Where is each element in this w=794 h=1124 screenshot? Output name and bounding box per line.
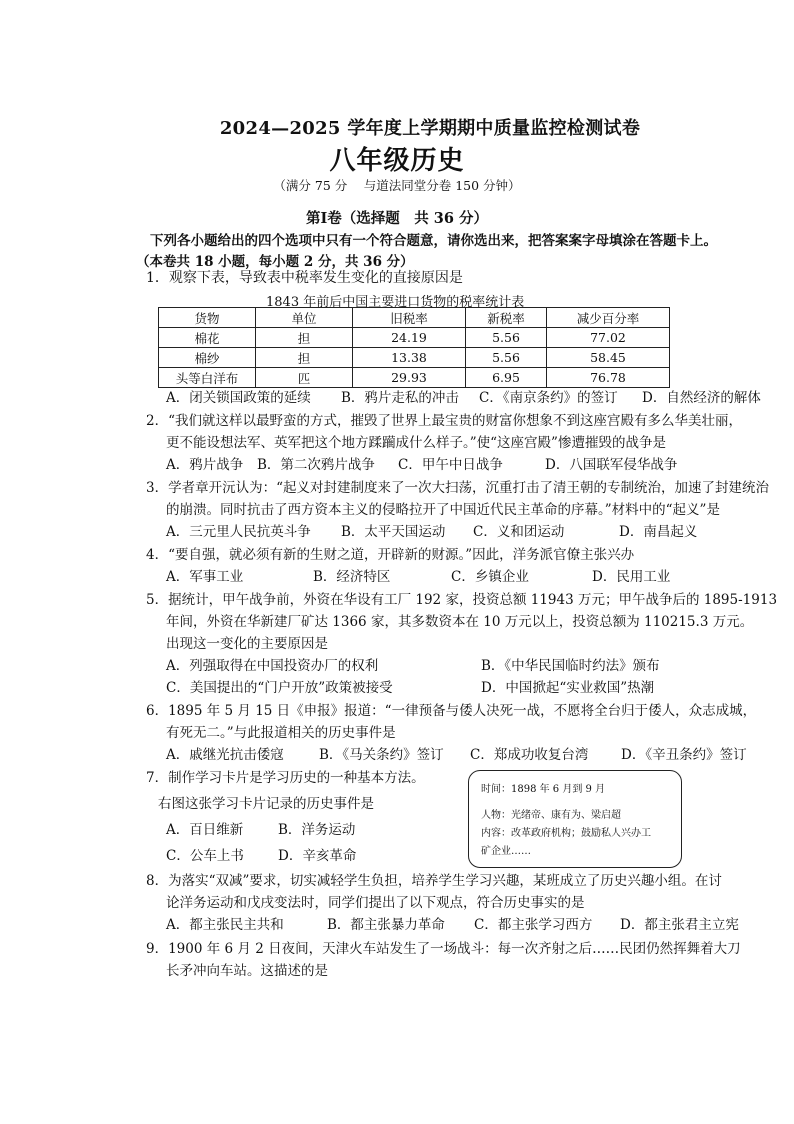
q2-option-c: C．甲午中日战争 xyxy=(398,457,503,473)
q3-option-a: A．三元里人民抗英斗争 xyxy=(166,524,311,540)
q2-option-a: A．鸦片战争 xyxy=(166,457,244,473)
q7-option-a: A．百日维新 xyxy=(166,822,244,838)
q1-option-d: D．自然经济的解体 xyxy=(642,390,761,406)
q2-stem-line1: 2．“我们就这样以最野蛮的方式，摧毁了世界上最宝贵的财富你想象不到这座宫殿有多么华美壮丽， xyxy=(146,413,742,429)
table-cell: 棉纱 xyxy=(159,348,256,368)
table-row xyxy=(159,368,670,388)
table-header-cell: 新税率 xyxy=(466,308,547,328)
q1-option-b: B．鸦片走私的冲击 xyxy=(341,390,459,406)
section-note: （本卷共 18 小题，每小题 2 分，共 36 分） xyxy=(136,254,414,270)
q2-option-b: B．第二次鸦片战争 xyxy=(257,457,375,473)
q2-stem-line2: 更不能设想法军、英军把这个地方蹂躏成什么样子。”使“这座宫殿”惨遭摧毁的战争是 xyxy=(166,435,666,451)
section-instruction: 下列各小题给出的四个选项中只有一个符合题意，请你选出来，把答案案字母填涂在答题卡上。 xyxy=(150,233,717,249)
section-title: 第Ⅰ卷（选择题 共 36 分） xyxy=(305,210,489,227)
q5-stem-line2: 年间，外资在华新建厂矿达 1366 家，其多数资本在 10 万元以上，投资总额为 110215.3 万元。 xyxy=(166,614,754,630)
table-row xyxy=(159,328,670,348)
table-cell: 担 xyxy=(256,328,353,348)
table-cell: 76.78 xyxy=(547,368,670,388)
card-time: 时间：1898 年 6 月到 9 月 xyxy=(481,784,606,795)
q8-option-b: B．都主张暴力革命 xyxy=(327,917,445,933)
table-cell: 匹 xyxy=(256,368,353,388)
q2-option-d: D．八国联军侵华战争 xyxy=(545,457,678,473)
q8-option-c: C．都主张学习西方 xyxy=(474,917,593,933)
q8-stem-line2: 论洋务运动和戊戌变法时，同学们提出了以下观点，符合历史事实的是 xyxy=(166,895,585,911)
q6-option-b: B．《马关条约》签订 xyxy=(319,747,444,763)
q5-option-c: C．美国提出的“门户开放”政策被接受 xyxy=(166,680,393,696)
table-header-cell: 减少百分率 xyxy=(547,308,670,328)
exam-title: 2024—2025 学年度上学期期中质量监控检测试卷 xyxy=(219,118,641,139)
q5-option-a: A．列强取得在中国投资办厂的权利 xyxy=(166,658,379,674)
q7-stem-line2: 右图这张学习卡片记录的历史事件是 xyxy=(158,796,374,812)
table-cell: 58.45 xyxy=(547,348,670,368)
q4-option-a: A．军事工业 xyxy=(166,569,244,585)
q9-stem-line2: 长矛冲向车站。这描述的是 xyxy=(166,963,328,979)
q5-option-d: D．中国掀起“实业救国”热潮 xyxy=(481,680,655,696)
table-header-cell: 旧税率 xyxy=(353,308,466,328)
table-row xyxy=(159,348,670,368)
q3-stem-line1: 3．学者章开沅认为：“起义对封建制度来了一次大扫荡，沉重打击了清王朝的专制统治，加速了封建统治 xyxy=(146,480,769,496)
q3-option-b: B．太平天国运动 xyxy=(341,524,446,540)
q8-option-d: D．都主张君主立宪 xyxy=(620,917,739,933)
q6-stem-line2: 有死无二。”与此报道相关的历史事件是 xyxy=(166,725,396,741)
table-cell: 6.95 xyxy=(466,368,547,388)
q4-option-b: B．经济特区 xyxy=(313,569,391,585)
q4-option-c: C．乡镇企业 xyxy=(451,569,529,585)
q3-option-c: C．义和团运动 xyxy=(473,524,565,540)
q6-option-c: C．郑成功收复台湾 xyxy=(470,747,589,763)
q1-table-caption: 1843 年前后中国主要进口货物的税率统计表 xyxy=(266,295,525,310)
q9-stem-line1: 9．1900 年 6 月 2 日夜间，天津火车站发生了一场战斗：每一次齐射之后……民团仍然挥舞着大刀 xyxy=(146,941,741,957)
q1-option-a: A．闭关锁国政策的延续 xyxy=(166,390,311,406)
q8-stem-line1: 8．为落实“双减”要求，切实减轻学生负担，培养学生学习兴趣，某班成立了历史兴趣小组。在讨 xyxy=(146,873,722,889)
q7-option-c: C．公车上书 xyxy=(166,848,244,864)
q6-option-d: D．《辛丑条约》签订 xyxy=(621,747,747,763)
table-cell: 77.02 xyxy=(547,328,670,348)
q5-option-b: B．《中华民国临时约法》颁布 xyxy=(481,658,660,674)
table-cell: 24.19 xyxy=(353,328,466,348)
q1-stem: 1．观察下表，导致表中税率发生变化的直接原因是 xyxy=(146,270,463,286)
subject-title: 八年级历史 xyxy=(329,146,465,176)
table-cell: 5.56 xyxy=(466,328,547,348)
q5-stem-line1: 5．据统计，甲午战争前，外资在华设有工厂 192 家，投资总额 11943 万元；甲午战争后的 1895-1913 xyxy=(146,592,778,608)
q7-stem-line1: 7．制作学习卡片是学习历史的一种基本方法。 xyxy=(146,770,425,786)
card-content-line2: 矿企业…… xyxy=(481,846,531,857)
q5-stem-line3: 出现这一变化的主要原因是 xyxy=(166,636,328,652)
table-cell: 5.56 xyxy=(466,348,547,368)
tax-rate-table xyxy=(158,307,670,388)
q1-option-c: C．《南京条约》的签订 xyxy=(479,390,618,406)
exam-info: （满分 75 分 与道法同堂分卷 150 分钟） xyxy=(273,178,521,193)
study-card xyxy=(468,770,682,868)
q4-stem: 4．“要自强，就必须有新的生财之道，开辟新的财源。”因此，洋务派官僚主张兴办 xyxy=(146,547,635,563)
table-cell: 13.38 xyxy=(353,348,466,368)
q7-option-d: D．辛亥革命 xyxy=(278,848,357,864)
q6-stem-line1: 6．1895 年 5 月 15 日《申报》报道：“一律预备与倭人决死一战，不愿将全台归于倭人，众志成城， xyxy=(146,703,757,719)
table-cell: 29.93 xyxy=(353,368,466,388)
q7-option-b: B．洋务运动 xyxy=(278,822,356,838)
q3-option-d: D．南昌起义 xyxy=(619,524,698,540)
table-header-row xyxy=(159,308,670,328)
q8-option-a: A．都主张民主共和 xyxy=(166,917,284,933)
table-cell: 担 xyxy=(256,348,353,368)
table-header-cell: 货物 xyxy=(159,308,256,328)
q4-option-d: D．民用工业 xyxy=(592,569,671,585)
table-header-cell: 单位 xyxy=(256,308,353,328)
card-people: 人物：光绪帝、康有为、梁启超 xyxy=(481,810,621,821)
table-cell: 头等白洋布 xyxy=(159,368,256,388)
q3-stem-line2: 的崩溃。同时抗击了西方资本主义的侵略拉开了中国近代民主革命的序幕。”材料中的“起义”是 xyxy=(166,502,720,518)
table-cell: 棉花 xyxy=(159,328,256,348)
card-content-line1: 内容：改革政府机构；鼓励私人兴办工 xyxy=(481,828,651,839)
q6-option-a: A．戚继光抗击倭寇 xyxy=(166,747,284,763)
